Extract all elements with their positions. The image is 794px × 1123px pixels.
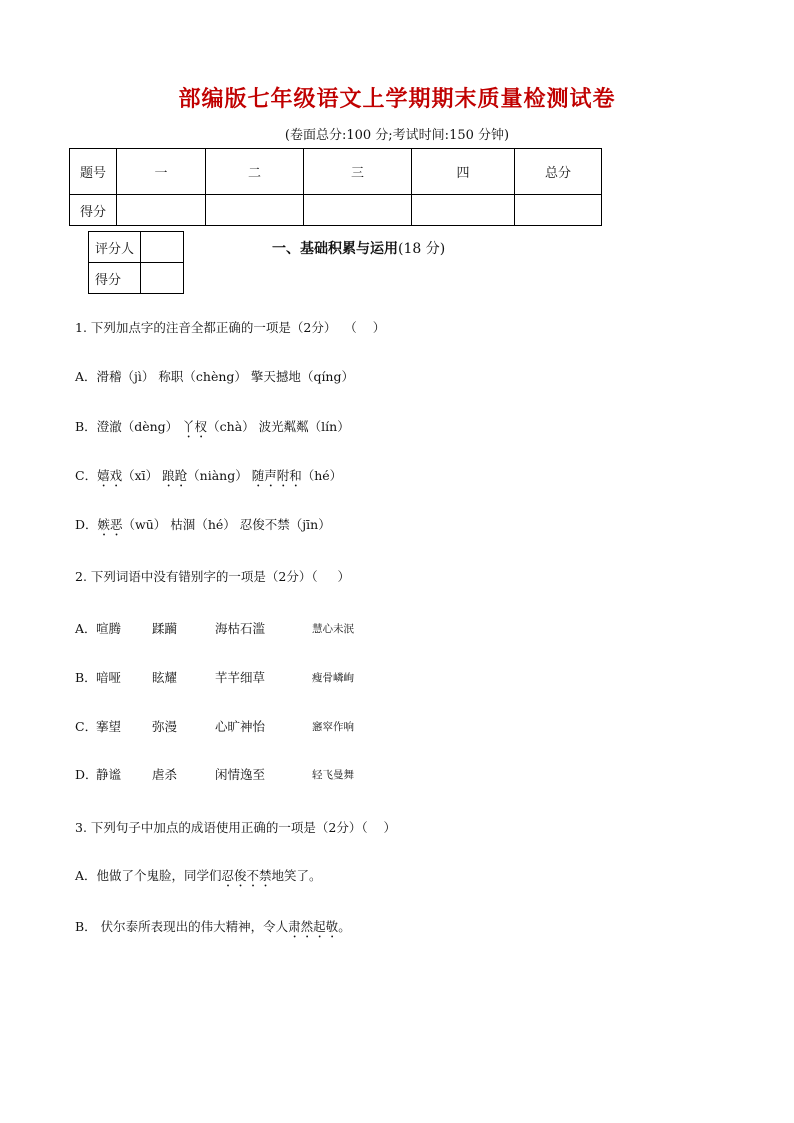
grader-score-cell [141, 263, 184, 294]
q3-stem: 3. 下列句子中加点的成语使用正确的一项是（2分）（ ） [75, 820, 396, 835]
score-header-3: 三 [304, 149, 412, 195]
q3-a-idiom: 忍俊不禁 [221, 868, 272, 883]
score-header-total: 总分 [515, 149, 602, 195]
exam-subtitle: (卷面总分:100 分;考试时间:150 分钟) [284, 128, 510, 143]
score-cell [206, 195, 304, 226]
score-header-label: 题号 [70, 149, 117, 195]
grader-table [88, 231, 184, 294]
q3-b-idiom: 肃然起敬 [288, 919, 339, 934]
score-cell [515, 195, 602, 226]
exam-title: 部编版七年级语文上学期期末质量检测试卷 [178, 86, 616, 112]
score-cell [412, 195, 515, 226]
score-header-4: 四 [412, 149, 515, 195]
q1-option-d: D．嫉恶（wū） 枯涸（hé） 忍俊不禁（jīn） [75, 517, 331, 532]
grader-score-label: 得分 [89, 263, 141, 294]
q1-option-a: A．滑稽（jì） 称职（chèng） 擎天撼地（qíng） [75, 369, 354, 384]
section-heading [272, 238, 445, 258]
q2-stem: 2. 下列词语中没有错别字的一项是（2分）（ ） [75, 569, 350, 584]
q1-stem: 1. 下列加点字的注音全都正确的一项是（2分） （ ） [75, 320, 386, 335]
score-table [69, 148, 602, 226]
score-cell [304, 195, 412, 226]
grader-label: 评分人 [89, 232, 141, 263]
score-header-1: 一 [117, 149, 206, 195]
q3-option-a: A．他做了个鬼脸，同学们忍俊不禁地笑了。 [75, 868, 322, 883]
q3-option-b: B． 伏尔泰所表现出的伟大精神，令人肃然起敬。 [75, 919, 351, 934]
score-row-label: 得分 [70, 195, 117, 226]
q1-option-b: B．澄澈（dèng） 丫杈（chà） 波光粼粼（lín） [75, 419, 350, 434]
q1-a-word1: 滑稽 [96, 369, 122, 384]
q1-option-c: C．嬉戏（xī） 踉跄（niàng） 随声附和（hé） [75, 468, 343, 483]
section-name: 一、基础积累与运用 [272, 241, 398, 257]
section-points: (18 分) [398, 241, 446, 257]
score-header-2: 二 [206, 149, 304, 195]
grader-cell [141, 232, 184, 263]
score-cell [117, 195, 206, 226]
